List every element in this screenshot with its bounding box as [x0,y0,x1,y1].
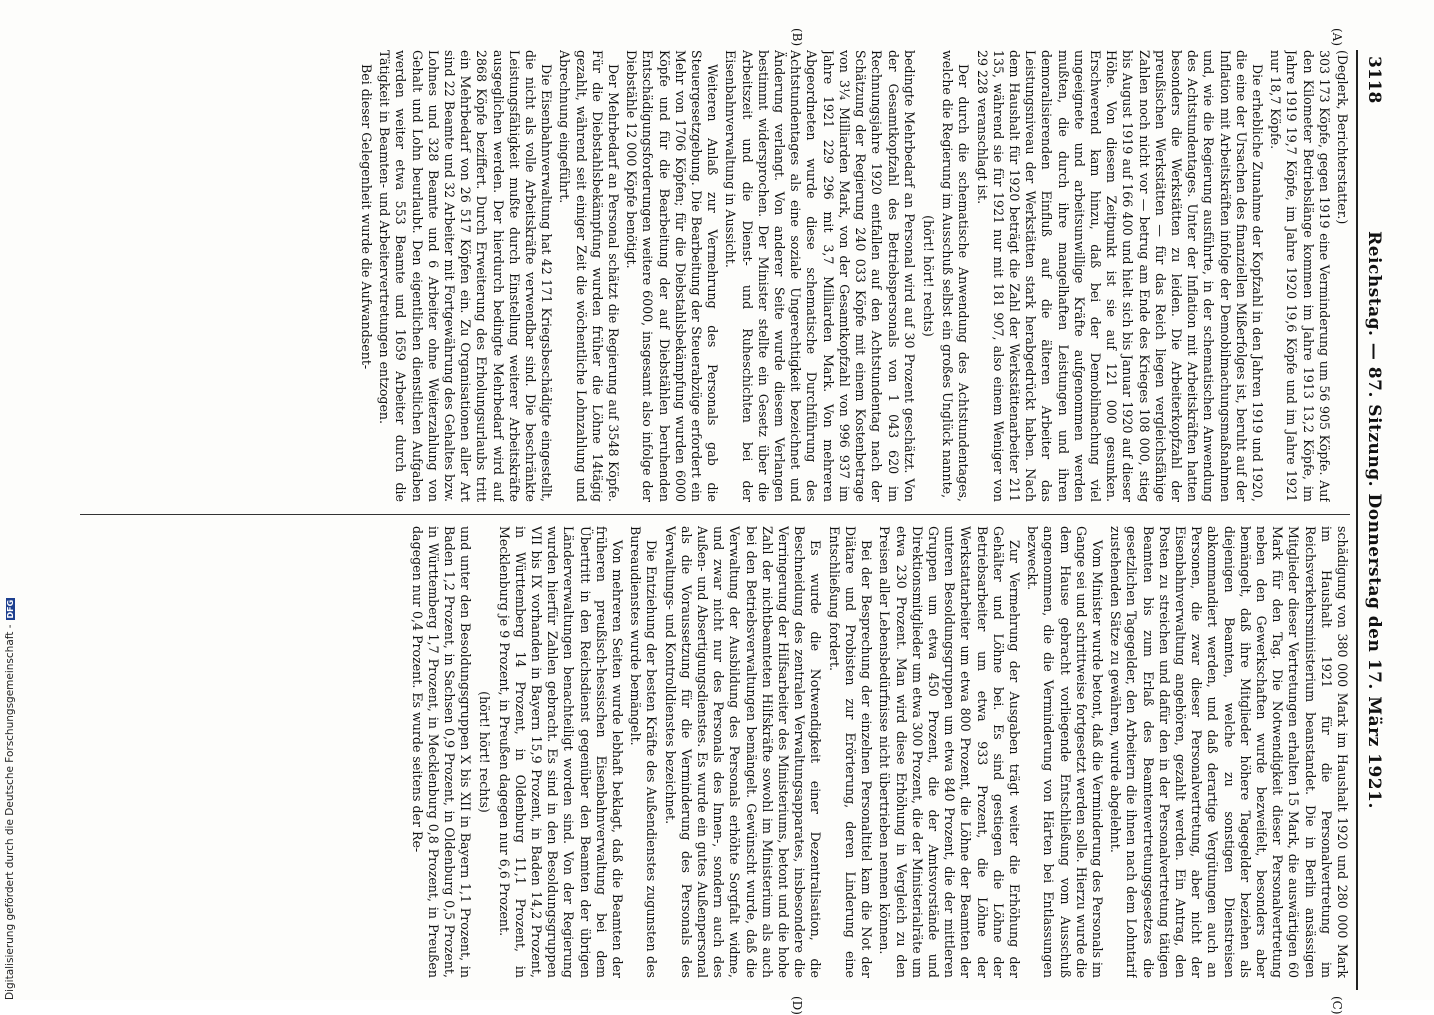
paragraph: Die Eisenbahnverwaltung hat 42 171 Kriegsbeschädigte eingestellt, die nicht als volle Arbeitskräfte verwendbar sind. Die beschränkte Leistungsfähigkeit mußte durch Einstellung weiterer Arbeitskräfte ausgeglichen werden. Der hierdurch bedingte Mehrbedarf wird auf 2868 Köpfe beziffert. Durch Erweiterung des Erholungsurlaubs tritt ein Mehrbedarf von 26 517 Köpfen ein. Zu Organisationen aller Art sind 22 Beamte und 32 Arbeiter mit Fortgewährung des Gehaltes bzw. Lohnes und 328 Beamte und 6 Arbeiter ohne Weiterzahlung von Gehalt und Lohn beurlaubt. Den eigentlichen dienstlichen Aufgaben werden weiter etwa 553 Beamte und 1659 Arbeiter durch die Tätigkeit in Beamten- und Arbeitervertretungen entzogen. [377,50,555,502]
header-rule [1356,50,1358,990]
margin-mark-b: (B) [790,28,804,47]
right-column [80,526,1350,978]
paragraph: bedingte Mehrbedarf an Personal wird auf 30 Prozent geschätzt. Von der Gesamtkopfzahl des Betriebspersonals von 1 043 620 im Rechnungsjahre 1920 entfallen auf den Achtstundentag nach der Schätzung der Regierung 240 033 Köpfe mit einem Kostenbetrage von 3¼ Milliarden Mark, von der Gesamtkopfzahl von 996 937 im Jahre 1921 229 296 mit 3,7 Milliarden Mark. Von mehreren Abgeordneten wurde diese schematische Durchführung des Achtstundentages als eine soziale Ungerechtigkeit bezeichnet und Änderung verlangt. Von anderer Seite wurde diesem Verlangen bestimmt widersprochen. Der Minister stellte ein Gesetz über die Arbeitszeit und die Dienst- und Ruheschichten bei der Eisenbahnverwaltung in Aussicht. [723,50,917,502]
paragraph: Der durch die schematische Anwendung des Achtstundentages, welche die Regierung im Ausschuß selbst ein großes Unglück nannte, [940,50,972,502]
margin-mark-c: (C) [1330,996,1344,1015]
page-title: Reichstag. — 87. Sitzung. Donnerstag den 17. März 1921. [1364,231,1384,809]
column-divider [80,514,1350,515]
dfg-logo: DFG [5,599,15,619]
paragraph: Vom Minister wurde betont, daß die Verminderung des Personals im Gange sei und schrittweise fortgesetzt werden solle. Hierzu wurde die dem Hause gebracht vorliegende Entschließung vom Ausschuß angenommen, die die Verminderung von Härten bei Entlassungen bezweckt. [1025,526,1105,978]
margin-mark-d: (D) [790,996,804,1015]
margin-mark-a: (A) [1330,28,1344,47]
credit-text: Digitalisierung gefördert durch die Deutsche Forschungsgemeinschaft - [4,624,16,1000]
paragraph: Bei dieser Gelegenheit wurde die Aufwandsent- [359,64,375,370]
paragraph: Zur Vermehrung der Ausgaben trägt weiter die Erhöhung der Gehälter und Löhne bei. Es sind gestiegen die Löhne der Betriebsarbeiter um etwa 933 Prozent, die Löhne der Werkstattarbeiter um etwa 800 Prozent, die Löhne der Beamten der unteren Besoldungsgruppen um etwa 840 Prozent, die der mittleren Gruppen um etwa 450 Prozent, die der Amtsvorstände und Direktionsmitglieder um etwa 300 Prozent, die der Ministerialräte um etwa 230 Prozent. Man wird diese Erhöhung in Vergleich zu den Preisen aller Lebensbedürfnisse nicht übertrieben nennen können. [877,526,1022,978]
paragraph: und unter den Besoldungsgruppen X bis XII in Bayern 1,1 Prozent, in Baden 1,2 Prozent, in Sachsen 0,9 Prozent, in Oldenburg 0,5 Prozent, in Württemberg 1,7 Prozent, in Mecklenburg 0,8 Prozent, in Preußen dagegen nur 0,4 Prozent. Es wurde seitens der Re- [409,526,474,978]
left-column [80,50,1350,502]
paragraph: Die Entziehung der besten Kräfte des Außendienstes zugunsten des Bureaudienstes wurde bemängelt. [628,526,660,978]
page-number: 3118 [1364,56,1384,104]
paragraph: Bei der Besprechung der einzelnen Personaltitel kam die Not der Diätare und Probisten zur Erörterung, deren Linderung eine Entschließung fordert. [826,526,875,978]
page-header [1360,50,1384,990]
rotated-document-page [64,28,1384,1015]
paragraph: Von mehreren Seiten wurde lebhaft beklagt, daß die Beamten der früheren preußisch-hessischen Eisenbahnverwaltung bei dem Übertritt in den Reichsdienst gegenüber den Beamten der übrigen Länderverwaltungen benachteiligt worden sind. Von der Regierung wurden hierfür Zahlen gebracht. Es sind in den Besoldungsgruppen VII bis IX vorhanden in Bayern 15,9 Prozent, in Baden 14,2 Prozent, in Württemberg 14 Prozent, in Oldenburg 11,1 Prozent, in Mecklenburg je 9 Prozent, in Preußen dagegen nur 6,6 Prozent. [496,526,626,978]
paragraph: Der Mehrbedarf an Personal schätzt die Regierung auf 3548 Köpfe. Für die Diebstahlsbekämpfung wurden früher die Löhne 14tägig gezahlt, während seit einiger Zeit die wöchentliche Lohnzahlung und Abrechnung eingeführt. [557,50,622,502]
paragraph: Es wurde die Notwendigkeit einer Dezentralisation, die Beschneidung des zentralen Verwaltungsapparates, insbesondere die Verringerung der Hilfsarbeiter des Ministeriums, betont und die hohe Zahl der nichtbeamteten Hilfskräfte sowohl im Ministerium als auch bei den Betriebsverwaltungen bemängelt. Gewünscht wurde, daß die Verwaltung der Ausbildung des Personals erhöhte Sorgfalt widme, und zwar nicht nur des Personals des Innen-, sondern auch des Außen- und Absertigungsdienstes. Es wurde ein gutes Außenpersonal als die Voraussetzung für die Verminderung des Personals des Verwaltungs- und Kontrolldienstes bezeichnet. [662,526,824,978]
speaker-line: (Deglerk, Berichterstatter.) [1335,50,1350,225]
interjection: (hört! hört! rechts) [920,215,936,337]
interjection: (hört! hört! rechts) [477,691,493,813]
paragraph: Die erhebliche Zunahme der Kopfzahl in den Jahren 1919 und 1920, die eine der Ursachen des finanziellen Mißerfolges ist, beruht auf der Inflation mit Arbeitskräften infolge der Demobilmachungsmaßnahmen und, wie die Regierung ausführte, in der schematischen Anwendung des Achtstundentages. Unter der Inflation mit Arbeitskräften hatten besonders die Werkstätten zu leiden. Die Arbeiterkopfzahl der preußischen Werkstätten — für das Reich liegen vergleichsfähige Zahlen noch nicht vor — betrug am Ende des Krieges 108 000, stieg bis August 1919 auf 166 400 und hielt sich bis Januar 1920 auf dieser Höhe. Von diesem Zeitpunkt ist sie auf 121 000 gesunken. Erschwerend kam hinzu, daß bei der Demobilmachung viel ungeeignete und arbeitsunwillige Kräfte aufgenommen werden mußten, die durch ihre mangelhaften Leistungen und ihren demoralisierenden Einfluß auf die älteren Arbeiter das Leistungsniveau der Werkstätten stark herabgedrückt haben. Nach dem Haushalt für 1920 beträgt die Zahl der Werkstättenarbeiter 211 135, während sie für 1921 nur mit 181 907, also einem Weniger von 29 228 veranschlagt ist. [974,50,1265,502]
paragraph: Weiteren Anlaß zur Vermehrung des Personals gab die Steuergesetzgebung. Die Bearbeitung der Steuerabzüge erfordert ein Mehr von 1706 Köpfen; für die Diebstahlsbekämpfung wurden 6000 Köpfe und für die Bearbeitung der auf Diebstählen beruhenden Entschädigungsforderungen weitere 6000, insgesamt also infolge der Diebstähle 12 000 Köpfe benötigt. [624,50,721,502]
paragraph: 303 173 Köpfe, gegen 1919 eine Verminderung um 56 905 Köpfe. Auf den Kilometer Betriebslänge kommen im Jahre 1913 13,2 Köpfe, im Jahre 1919 19,7 Köpfe, im Jahre 1920 19,6 Köpfe und im Jahre 1921 nur 18,7 Köpfe. [1268,50,1332,502]
digitization-credit [2,599,16,1000]
paragraph: schädigung von 380 000 Mark im Haushalt 1920 und 280 000 Mark im Haushalt 1921 für die Personalvertretung im Reichsverkehrsministerium beanstandet. Die in Berlin ansässigen Mitglieder dieser Vertretungen erhalten 15 Mark, die auswärtigen 60 Mark für den Tag. Die Notwendigkeit dieser Personalvertretung neben den Gewerkschaften wurde bezweifelt, besonders aber bemängelt, daß ihre Mitglieder höhere Tagegelder beziehen als diejenigen Beamten, welche zu sonstigen Dienstreisen abkommandiert werden, und daß derartige Vergütungen auch an Personen, die zwar dieser Personalvertretung, aber nicht der Eisenbahnverwaltung angehören, gezahlt werden. Ein Antrag, den Posten zu streichen und dafür den in der Personalvertretung tätigen Beamten bis zum Erlaß des Beamtenvertretungsgesetzes die gesetzlichen Tagegelder, den Arbeitern die ihnen nach dem Lohntarif zustehenden Sätze zu gewähren, wurde abgelehnt. [1108,526,1350,978]
